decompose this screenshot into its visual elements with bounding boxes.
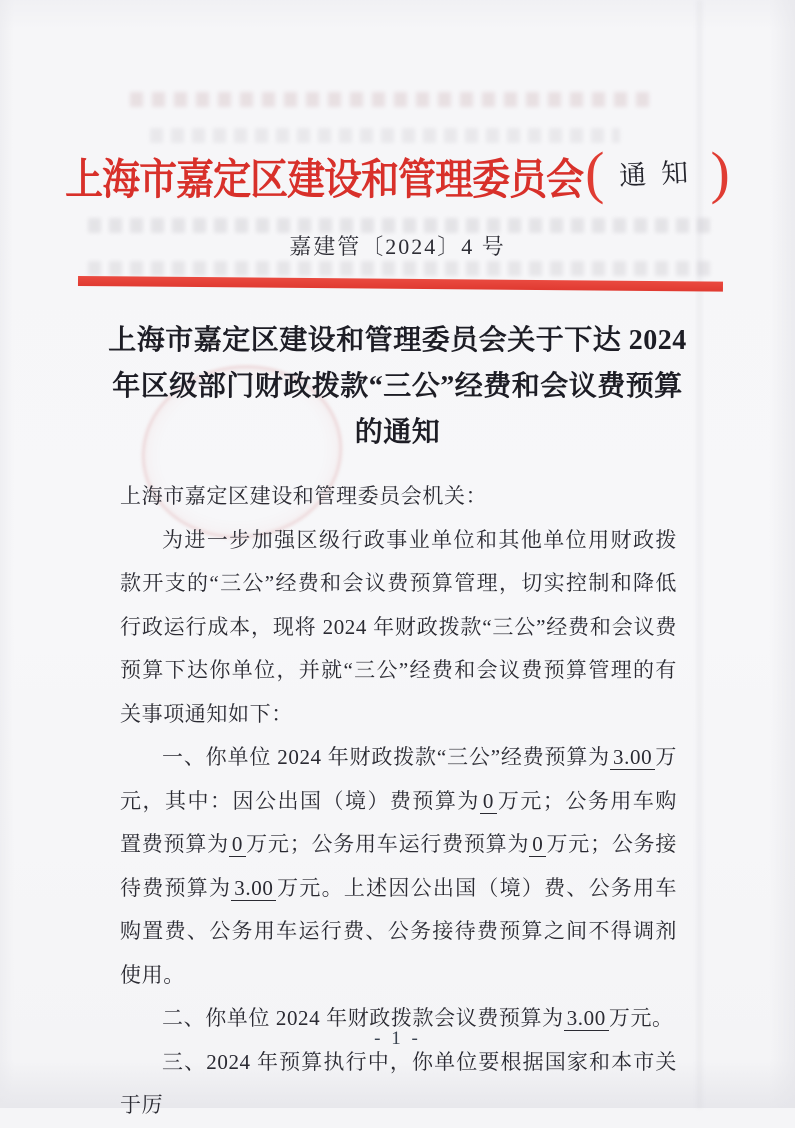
document-title-line: 年区级部门财政拨款“三公”经费和会议费预算 bbox=[112, 371, 683, 402]
document-title-line: 的通知 bbox=[354, 417, 441, 448]
text-segment: 万元。 bbox=[608, 1006, 674, 1030]
issuing-org-name: 上海市嘉定区建设和管理委员会 bbox=[65, 156, 584, 204]
document-title bbox=[80, 318, 715, 456]
underlined-amount: 3.00 bbox=[231, 876, 276, 901]
doc-reference-number: 嘉建管〔2024〕4 号 bbox=[289, 234, 506, 259]
text-segment: 万元；公务用车运行费预算为 bbox=[245, 832, 530, 856]
paragraph bbox=[120, 519, 677, 737]
doc-type-label: 通知 bbox=[617, 156, 704, 191]
underlined-amount: 0 bbox=[229, 832, 246, 857]
document-title-line: 上海市嘉定区建设和管理委员会关于下达 2024 bbox=[108, 325, 687, 356]
bleed-through-artifact bbox=[88, 261, 718, 276]
text-segment: 万元。上述因公出国（境）费、公务用车购置费、公务用车运行费、公务接待费预算之间不得调剂使用。 bbox=[120, 875, 677, 987]
underlined-amount: 0 bbox=[480, 789, 497, 814]
open-paren-glyph: ( bbox=[585, 140, 605, 205]
underlined-amount: 3.00 bbox=[564, 1006, 609, 1031]
page-number: - 1 - bbox=[374, 1028, 421, 1049]
bleed-through-artifact bbox=[130, 92, 658, 107]
paragraph bbox=[120, 1041, 677, 1128]
text-segment: 一、你单位 2024 年财政拨款“三公”经费预算为 bbox=[162, 745, 611, 769]
text-segment: 万元；公务接待费预算为 bbox=[120, 832, 677, 900]
salutation: 上海市嘉定区建设和管理委员会机关： bbox=[120, 484, 488, 508]
underlined-amount: 0 bbox=[529, 832, 546, 857]
underlined-amount: 3.00 bbox=[610, 745, 655, 770]
text-segment: 万元，其中：因公出国（境）费预算为 bbox=[120, 745, 678, 813]
text-segment: 为进一步加强区级行政事业单位和其他单位用财政拨款开支的“三公”经费和会议费预算管理，切实控制和降低行政运行成本，现将 2024 年财政拨款“三公”经费和会议费预算下达你单位，并就“三公”经费和会议费预算管理的有关事项通知如下： bbox=[120, 527, 677, 726]
text-segment: 万元；公务用车购置费预算为 bbox=[120, 788, 677, 856]
bleed-through-artifact bbox=[150, 128, 620, 143]
close-paren-glyph: ) bbox=[710, 140, 730, 205]
text-segment: 二、你单位 2024 年财政拨款会议费预算为 bbox=[162, 1006, 564, 1030]
letterhead bbox=[0, 140, 795, 205]
paragraph bbox=[120, 736, 677, 997]
red-header-rule bbox=[78, 276, 723, 292]
text-segment: 三、2024 年预算执行中，你单位要根据国家和本市关于厉 bbox=[120, 1049, 677, 1117]
